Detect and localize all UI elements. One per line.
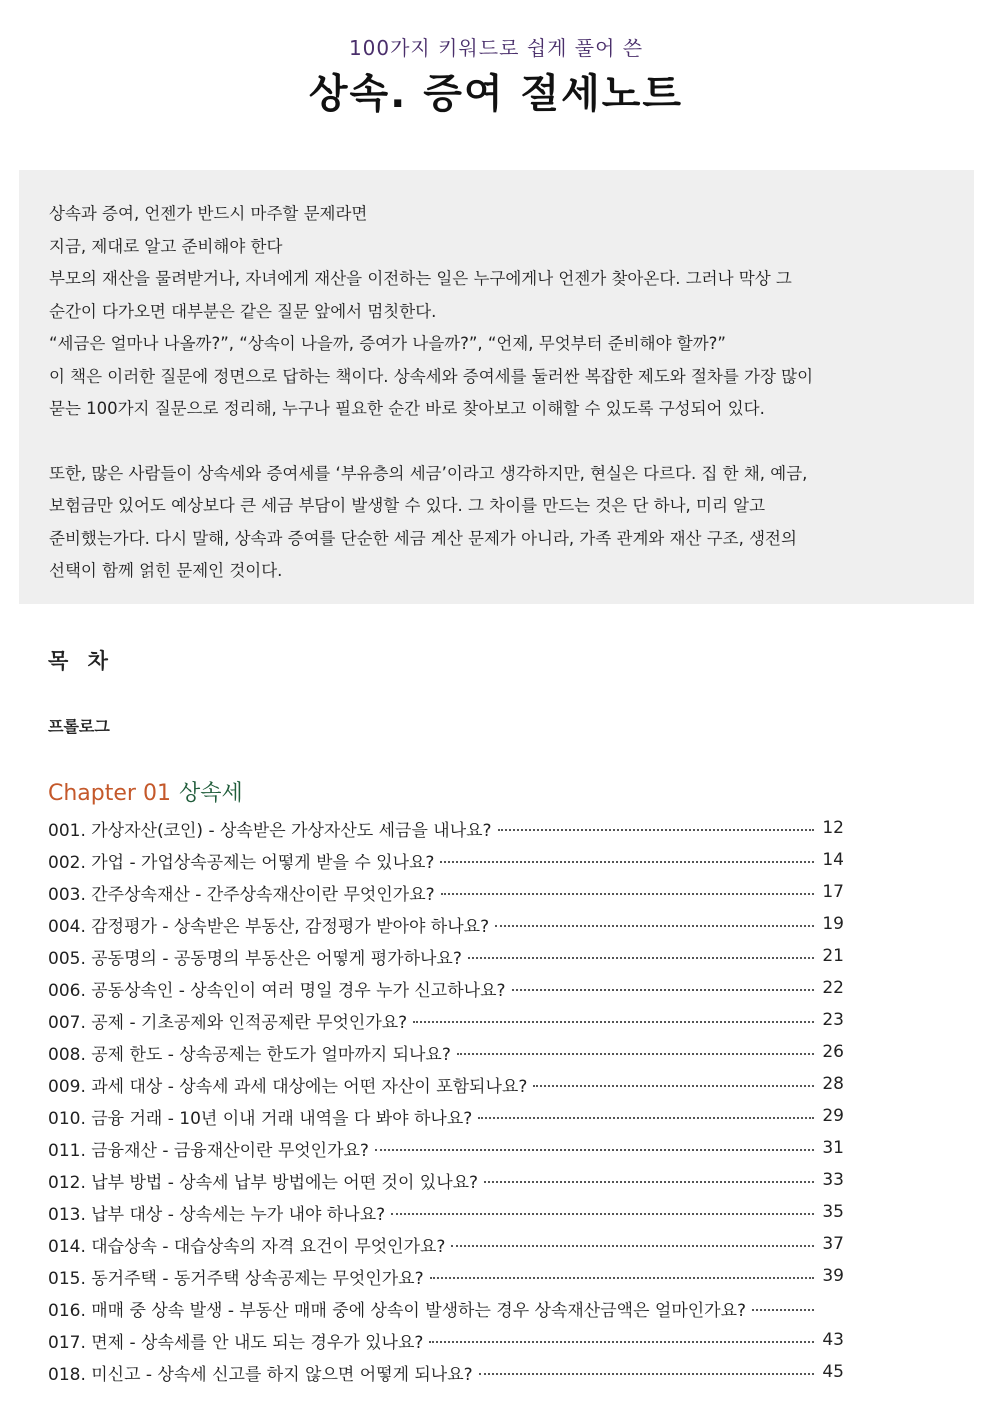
toc-leader-dots [451,1245,814,1247]
toc-leader-dots [440,861,814,863]
toc-leader-dots [375,1149,814,1151]
toc-leader-dots [429,1341,814,1343]
toc-entry-title: 006. 공동상속인 - 상속인이 여러 명일 경우 누가 신고하나요? [48,980,506,1001]
toc-entry[interactable] [48,1228,848,1260]
toc-page-number: 37 [822,1234,844,1254]
intro-line: 순간이 다가오면 대부분은 같은 질문 앞에서 멈칫한다. [49,301,437,321]
toc-entry-title: 008. 공제 한도 - 상속공제는 한도가 얼마까지 되나요? [48,1044,451,1065]
chapter-name: 상속세 [178,781,243,806]
toc-entry-title: 012. 납부 방법 - 상속세 납부 방법에는 어떤 것이 있나요? [48,1172,479,1193]
toc-entry[interactable] [48,1036,848,1068]
paragraph-gap [49,426,944,458]
intro-line: 부모의 재산을 물려받거나, 자녀에게 재산을 이전하는 일은 누구에게나 언젠가 찾아온다. 그러나 막상 그 [49,269,792,288]
toc-page-number: 43 [822,1330,844,1350]
toc-entry-title: 004. 감정평가 - 상속받은 부동산, 감정평가 받아야 하나요? [48,916,490,937]
toc-leader-dots [468,957,814,959]
toc-entry-title: 016. 매매 중 상속 발생 - 부동산 매매 중에 상속이 발생하는 경우 상속재산금액은 얼마인가요? [48,1300,747,1321]
toc-entry[interactable] [48,1100,848,1132]
toc-entry-title: 007. 공제 - 기초공제와 인적공제란 무엇인가요? [48,1012,408,1033]
toc-page-number: 31 [822,1138,844,1158]
toc-page-number: 14 [822,850,844,870]
toc-page-number: 35 [822,1202,844,1222]
toc-page-number: 17 [822,882,844,902]
toc-entry-title: 005. 공동명의 - 공동명의 부동산은 어떻게 평가하나요? [48,948,462,969]
chapter-number: Chapter 01 [48,781,171,806]
toc-page-number: 19 [822,914,844,934]
toc-entry[interactable] [48,908,848,940]
toc-entry-title: 009. 과세 대상 - 상속세 과세 대상에는 어떤 자산이 포함되나요? [48,1076,528,1097]
toc-entry-title: 013. 납부 대상 - 상속세는 누가 내야 하나요? [48,1204,386,1225]
intro-line: 묻는 100가지 질문으로 정리해, 누구나 필요한 순간 바로 찾아보고 이해할 수 있도록 구성되어 있다. [49,399,765,418]
toc-leader-dots [391,1213,814,1215]
toc-entry[interactable] [48,1004,848,1036]
intro-line: 상속과 증여, 언젠가 반드시 마주할 문제라면 [49,204,368,223]
toc-entry-title: 001. 가상자산(코인) - 상속받은 가상자산도 세금을 내나요? [48,820,492,841]
toc-prologue-link[interactable]: 프롤로그 [48,717,110,736]
toc-leader-dots [479,1373,814,1375]
intro-box [19,170,974,604]
intro-line: 선택이 함께 얽힌 문제인 것이다. [49,561,283,580]
toc-page-number: 22 [822,978,844,998]
toc-page-number: 26 [822,1042,844,1062]
toc-leader-dots [413,1021,814,1023]
toc-leader-dots [457,1053,814,1055]
toc-entry[interactable] [48,844,848,876]
toc-leader-dots [478,1117,814,1119]
toc-entry[interactable] [48,876,848,908]
toc-entry-title: 018. 미신고 - 상속세 신고를 하지 않으면 어떻게 되나요? [48,1364,473,1385]
toc-page-number: 33 [822,1170,844,1190]
intro-line: 이 책은 이러한 질문에 정면으로 답하는 책이다. 상속세와 증여세를 둘러싼 복잡한 제도와 절차를 가장 많이 [49,366,814,386]
toc-entry-title: 002. 가업 - 가업상속공제는 어떻게 받을 수 있나요? [48,852,435,873]
toc-page-number: 21 [822,946,844,966]
toc-page-number: 12 [822,818,844,838]
toc-page-number: 39 [822,1266,844,1286]
toc-entry[interactable] [48,972,848,1004]
toc-leader-dots [752,1309,814,1311]
toc-entry[interactable] [48,1164,848,1196]
intro-paragraph-2 [49,458,944,588]
toc-entry-title: 015. 동거주택 - 동거주택 상속공제는 무엇인가요? [48,1268,424,1289]
toc-page-number: 23 [822,1010,844,1030]
toc-leader-dots [498,829,814,831]
toc-entry[interactable] [48,812,848,844]
intro-line: 또한, 많은 사람들이 상속세와 증여세를 ‘부유층의 세금’이라고 생각하지만, 현실은 다르다. 집 한 채, 예금, [49,463,808,483]
toc-entry[interactable] [48,1068,848,1100]
book-title: 상속. 증여 절세노트 [308,71,684,117]
intro-paragraph-1 [49,198,944,426]
toc-leader-dots [484,1181,814,1183]
toc-entry[interactable] [48,1260,848,1292]
toc-leader-dots [533,1085,814,1087]
toc-page-number: 28 [822,1074,844,1094]
intro-line: 보험금만 있어도 예상보다 큰 세금 부담이 발생할 수 있다. 그 차이를 만드는 것은 단 하나, 미리 알고 [49,496,766,515]
toc-entry[interactable] [48,1292,848,1324]
toc-leader-dots [512,989,814,991]
intro-line: 지금, 제대로 알고 준비해야 한다 [49,236,283,256]
toc-entry-title: 017. 면제 - 상속세를 안 내도 되는 경우가 있나요? [48,1332,424,1353]
toc-leader-dots [430,1277,814,1279]
toc-leader-dots [495,925,814,927]
toc-list [48,812,848,1388]
toc-heading: 목 차 [48,649,114,673]
toc-entry[interactable] [48,940,848,972]
toc-entry-title: 010. 금융 거래 - 10년 이내 거래 내역을 다 봐야 하나요? [48,1108,473,1129]
toc-page-number: 45 [822,1362,844,1382]
toc-entry-title: 014. 대습상속 - 대습상속의 자격 요건이 무엇인가요? [48,1236,446,1257]
toc-entry[interactable] [48,1196,848,1228]
toc-entry[interactable] [48,1132,848,1164]
toc-page-number: 29 [822,1106,844,1126]
toc-entry-title: 003. 간주상속재산 - 간주상속재산이란 무엇인가요? [48,884,435,905]
toc-entry[interactable] [48,1324,848,1356]
book-subtitle: 100가지 키워드로 쉽게 풀어 쓴 [348,36,644,60]
toc-entry[interactable] [48,1356,848,1388]
intro-line: 준비했는가다. 다시 말해, 상속과 증여를 단순한 세금 계산 문제가 아니라, 가족 관계와 재산 구조, 생전의 [49,528,797,548]
toc-leader-dots [441,893,814,895]
intro-line: “세금은 얼마나 나올까?”, “상속이 나을까, 증여가 나을까?”, “언제, 무엇부터 준비해야 할까?” [49,334,726,353]
chapter-heading [48,776,243,807]
toc-entry-title: 011. 금융재산 - 금융재산이란 무엇인가요? [48,1140,369,1161]
